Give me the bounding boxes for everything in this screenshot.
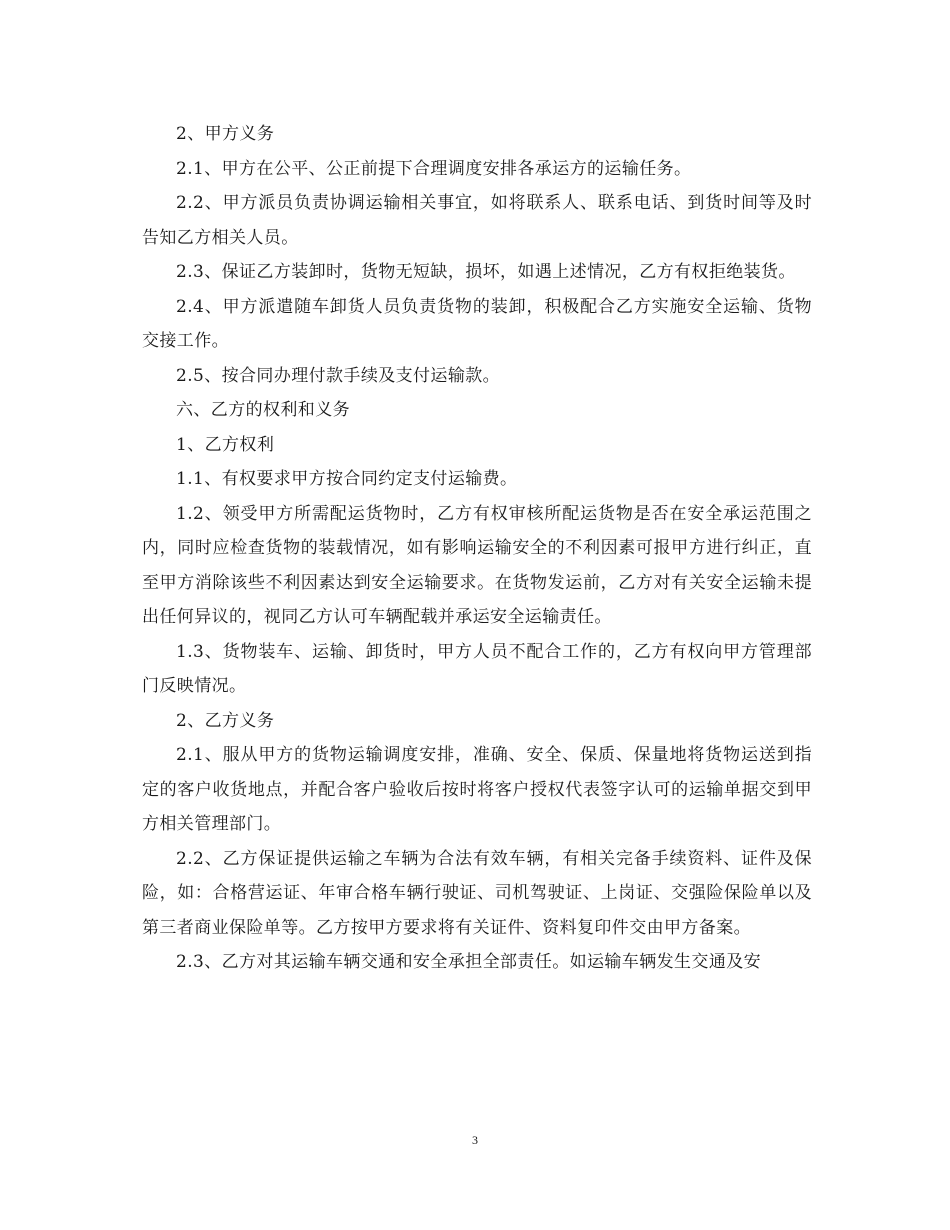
paragraph: 2.3、乙方对其运输车辆交通和安全承担全部责任。如运输车辆发生交通及安: [176, 952, 762, 972]
paragraph: 2.2、乙方保证提供运输之车辆为合法有效车辆，有相关完备手续资料、证件及保险，如：合格营运证、年审合格车辆行驶证、司机驾驶证、上岗证、交强险保险单以及第三者商业保险单等。乙方按甲方要求将有关证件、资料复印件交由甲方备案。: [142, 848, 812, 938]
paragraph: 2.1、服从甲方的货物运输调度安排，准确、安全、保质、保量地将货物运送到指定的客户收货地点，并配合客户验收后按时将客户授权代表签字认可的运输单据交到甲方相关管理部门。: [142, 745, 812, 834]
section-heading: 六、乙方的权利和义务: [176, 400, 350, 420]
paragraph: 1.1、有权要求甲方按合同约定支付运输费。: [176, 469, 518, 489]
paragraph: 2.4、甲方派遣随车卸货人员负责货物的装卸，积极配合乙方实施安全运输、货物交接工作。: [142, 296, 812, 351]
page-number: 3: [472, 1133, 478, 1147]
paragraph: 2.1、甲方在公平、公正前提下合理调度安排各承运方的运输任务。: [176, 158, 692, 179]
paragraph: 1.2、领受甲方所需配运货物时，乙方有权审核所配运货物是否在安全承运范围之内，同时应检查货物的装载情况，如有影响运输安全的不利因素可报甲方进行纠正，直至甲方消除该些不利因素达到安全运输要求。在货物发运前，乙方对有关安全运输未提出任何异议的，视同乙方认可车辆配载并承运安全运输责任。: [142, 503, 812, 627]
paragraph: 2.3、保证乙方装卸时，货物无短缺，损坏，如遇上述情况，乙方有权拒绝装货。: [176, 262, 796, 282]
subsection-heading: 1、乙方权利: [176, 434, 275, 455]
paragraph: 2.5、按合同办理付款手续及支付运输款。: [176, 365, 501, 386]
subsection-heading: 2、乙方义务: [176, 710, 275, 731]
body-text: [142, 117, 812, 980]
paragraph: 2、甲方义务: [176, 124, 275, 144]
paragraph: 2.2、甲方派员负责协调运输相关事宜，如将联系人、联系电话、到货时间等及时告知乙方相关人员。: [142, 193, 812, 248]
paragraph: 1.3、货物装车、运输、卸货时，甲方人员不配合工作的，乙方有权向甲方管理部门反映情况。: [142, 641, 812, 696]
